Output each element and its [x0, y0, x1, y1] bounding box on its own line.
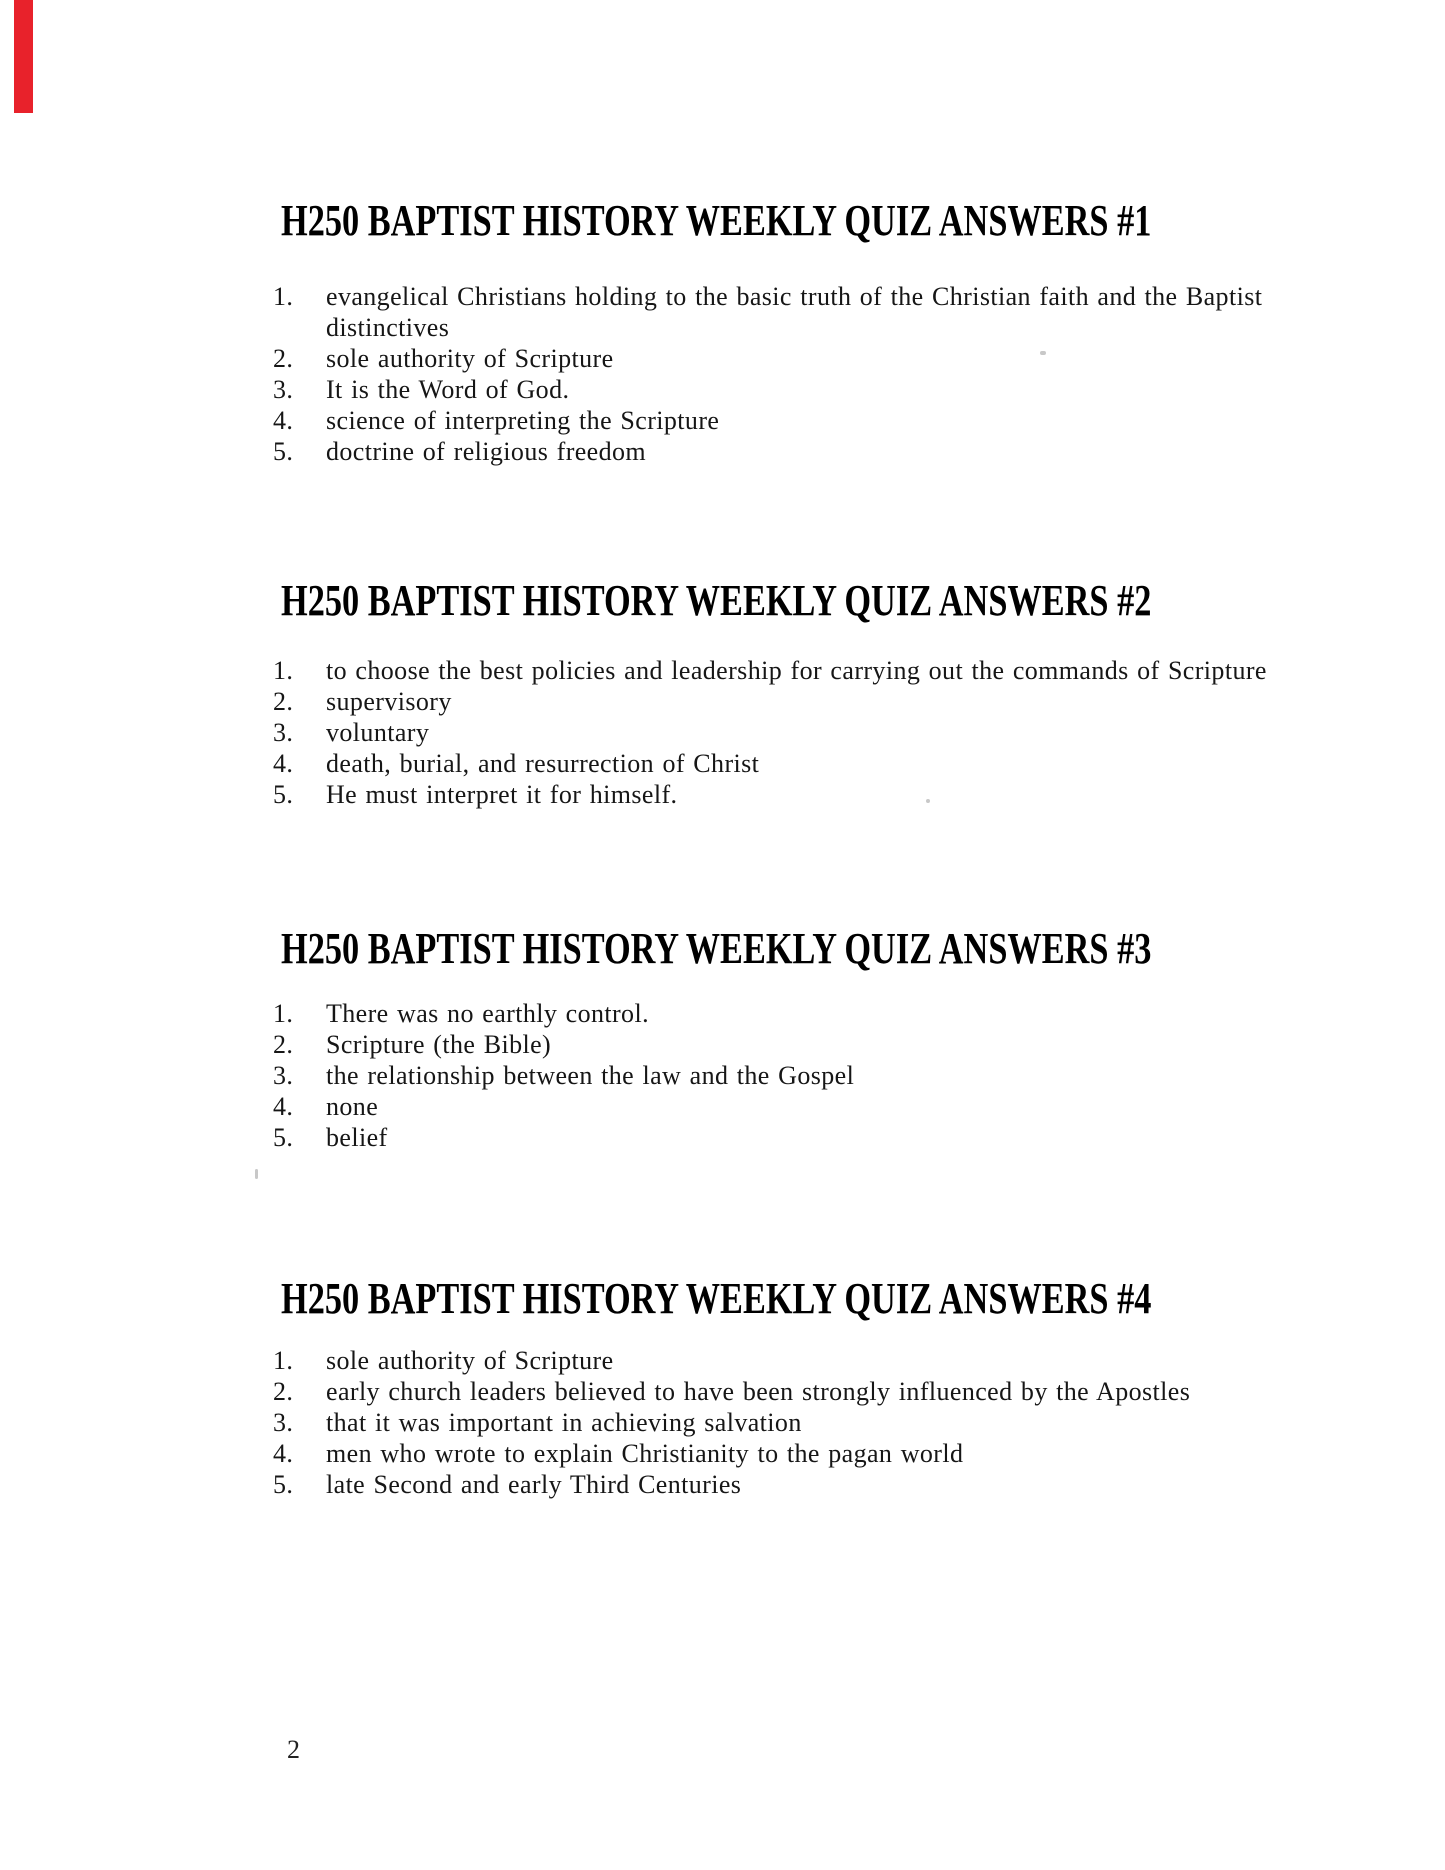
answer-item	[273, 1376, 1391, 1407]
answer-item	[273, 1091, 1391, 1122]
answer-text	[326, 281, 1391, 343]
answer-item	[273, 281, 1391, 343]
answer-line: There was no earthly control.	[326, 999, 649, 1028]
quiz-title-1: H250 BAPTIST HISTORY WEEKLY QUIZ ANSWERS #1	[281, 196, 1152, 245]
quiz-title-2: H250 BAPTIST HISTORY WEEKLY QUIZ ANSWERS #2	[281, 576, 1152, 625]
answer-item	[273, 343, 1391, 374]
answer-line: Scripture (the Bible)	[326, 1030, 552, 1059]
answer-text	[326, 779, 1391, 810]
answer-text	[326, 374, 1391, 405]
answer-number: 2.	[273, 1030, 294, 1059]
answer-line: It is the Word of God.	[326, 375, 570, 404]
answers-list-4	[273, 1345, 1391, 1500]
page-number: 2	[287, 1735, 300, 1764]
answer-text	[326, 717, 1391, 748]
answer-number: 1.	[273, 999, 294, 1028]
answer-item	[273, 1029, 1391, 1060]
answer-text	[326, 343, 1391, 374]
answer-number: 5.	[273, 780, 294, 809]
answer-line: to choose the best policies and leadership for carrying out the commands of Scripture	[326, 656, 1267, 685]
answer-item	[273, 686, 1391, 717]
answer-item	[273, 1060, 1391, 1091]
answer-item	[273, 1345, 1391, 1376]
quiz-title-3: H250 BAPTIST HISTORY WEEKLY QUIZ ANSWERS #3	[281, 924, 1152, 973]
answer-text	[326, 1029, 1391, 1060]
answer-number: 5.	[273, 1123, 294, 1152]
answer-text	[326, 1345, 1391, 1376]
answer-number: 1.	[273, 656, 294, 685]
answer-text	[326, 436, 1391, 467]
answer-item	[273, 405, 1391, 436]
answer-number: 4.	[273, 1092, 294, 1121]
answer-item	[273, 748, 1391, 779]
answer-line: none	[326, 1092, 379, 1121]
answer-line: belief	[326, 1123, 388, 1152]
answer-line: late Second and early Third Centuries	[326, 1470, 742, 1499]
answer-line: men who wrote to explain Christianity to the pagan world	[326, 1439, 964, 1468]
answer-line: sole authority of Scripture	[326, 1346, 614, 1375]
answer-number: 3.	[273, 1408, 294, 1437]
quiz-title-4: H250 BAPTIST HISTORY WEEKLY QUIZ ANSWERS #4	[281, 1274, 1152, 1323]
answer-item	[273, 1122, 1391, 1153]
answer-item	[273, 374, 1391, 405]
answer-number: 2.	[273, 687, 294, 716]
answer-text	[326, 655, 1391, 686]
scan-speck	[255, 1169, 258, 1179]
red-stripe-artifact	[14, 0, 33, 113]
answer-number: 3.	[273, 375, 294, 404]
answer-line: doctrine of religious freedom	[326, 437, 647, 466]
answer-text	[326, 1091, 1391, 1122]
answer-number: 3.	[273, 1061, 294, 1090]
answer-item	[273, 1469, 1391, 1500]
answer-item	[273, 1407, 1391, 1438]
answer-text	[326, 1376, 1391, 1407]
answer-item	[273, 436, 1391, 467]
answers-list-2	[273, 655, 1391, 810]
answer-text	[326, 1122, 1391, 1153]
scan-speck	[1040, 351, 1046, 355]
answer-number: 4.	[273, 406, 294, 435]
answer-line: distinctives	[326, 313, 450, 342]
answer-line: sole authority of Scripture	[326, 344, 614, 373]
answer-text	[326, 686, 1391, 717]
answer-number: 4.	[273, 749, 294, 778]
answer-line: science of interpreting the Scripture	[326, 406, 720, 435]
answer-number: 1.	[273, 282, 294, 311]
answer-text	[326, 405, 1391, 436]
scan-speck	[926, 799, 930, 803]
answer-number: 1.	[273, 1346, 294, 1375]
answers-list-3	[273, 998, 1391, 1153]
answer-text	[326, 1407, 1391, 1438]
answer-text	[326, 1438, 1391, 1469]
answer-item	[273, 998, 1391, 1029]
answer-line: the relationship between the law and the Gospel	[326, 1061, 855, 1090]
answer-line: evangelical Christians holding to the basic truth of the Christian faith and the Baptist	[326, 282, 1263, 311]
answer-line: voluntary	[326, 718, 430, 747]
answer-line: He must interpret it for himself.	[326, 780, 678, 809]
answer-item	[273, 717, 1391, 748]
answer-line: death, burial, and resurrection of Christ	[326, 749, 760, 778]
answer-text	[326, 748, 1391, 779]
answer-text	[326, 1060, 1391, 1091]
answer-line: early church leaders believed to have been strongly influenced by the Apostles	[326, 1377, 1191, 1406]
answer-number: 5.	[273, 437, 294, 466]
answer-number: 4.	[273, 1439, 294, 1468]
answer-number: 2.	[273, 1377, 294, 1406]
answer-number: 5.	[273, 1470, 294, 1499]
answer-number: 2.	[273, 344, 294, 373]
answer-number: 3.	[273, 718, 294, 747]
answers-list-1	[273, 281, 1391, 467]
answer-line: that it was important in achieving salvation	[326, 1408, 802, 1437]
answer-text	[326, 1469, 1391, 1500]
answer-text	[326, 998, 1391, 1029]
answer-line: supervisory	[326, 687, 452, 716]
answer-item	[273, 1438, 1391, 1469]
answer-item	[273, 779, 1391, 810]
answer-item	[273, 655, 1391, 686]
